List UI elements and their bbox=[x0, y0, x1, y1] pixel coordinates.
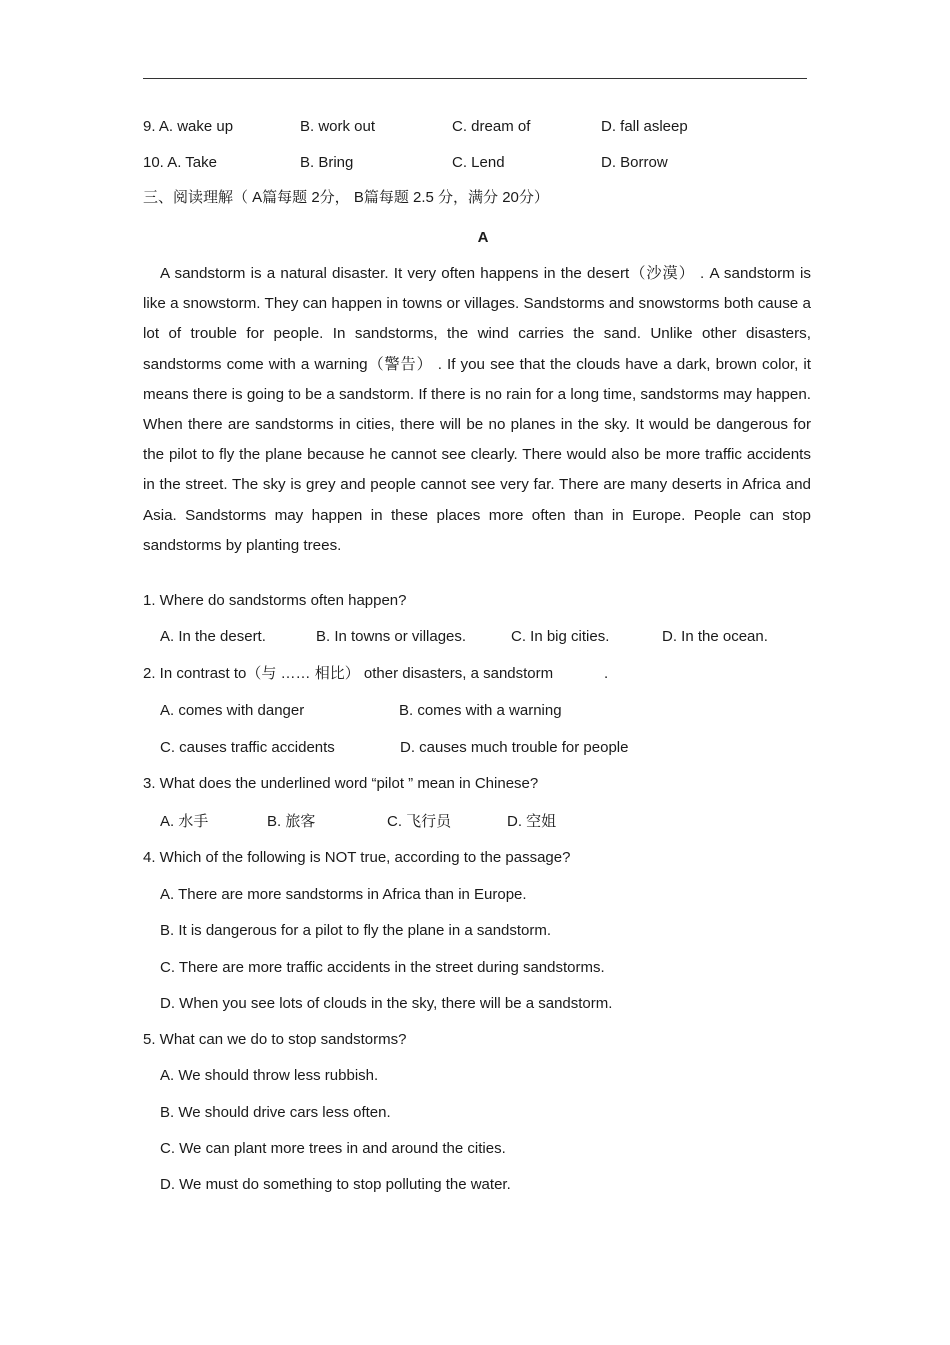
q4-option-d: D. When you see lots of clouds in the sky, there will be a sandstorm. bbox=[160, 995, 613, 1012]
q9-option-c: C. dream of bbox=[452, 118, 531, 135]
q9-option-b: B. work out bbox=[300, 118, 376, 135]
passage-text: A sandstorm is a natural disaster. It very often happens in the desert（沙漠） . A sandstorm is like a snowstorm. They can happen in towns or villages. Sandstorms and snowstorms both cause a lot of trouble for people. In sandstorms, the wind carries the sand. Unlike other disasters, sandstorms come with a warning（警告） . If you see that the clouds have a dark, brown color, it means there is going to be a sandstorm. If there is no rain for a long time, sandstorms may happen. When there are sandstorms in cities, there will be no planes in the sky. It would be dangerous for the pilot to fly the plane because he cannot see clearly. There would also be more traffic accidents in the street. The sky is grey and people cannot see very far. There are many deserts in Africa and Asia. Sandstorms may happen in these places more often than in Europe. People can stop sandstorms by planting trees. bbox=[143, 265, 811, 554]
q9-option-a: 9. A. wake up bbox=[143, 118, 234, 135]
q5-option-c: C. We can plant more trees in and around the cities. bbox=[160, 1140, 506, 1157]
q3-option-a: A. 水手 bbox=[160, 813, 209, 830]
q4-stem: 4. Which of the following is NOT true, according to the passage? bbox=[143, 849, 571, 866]
q10-option-c: C. Lend bbox=[452, 154, 505, 171]
q1-option-a: A. In the desert. bbox=[160, 628, 266, 645]
q10-option-d: D. Borrow bbox=[601, 154, 668, 171]
q3-option-d: D. 空姐 bbox=[507, 813, 557, 830]
q4-option-b: B. It is dangerous for a pilot to fly the plane in a sandstorm. bbox=[160, 922, 552, 939]
q2-stem: 2. In contrast to（与 …… 相比） other disasters, a sandstorm bbox=[143, 665, 554, 682]
q10-option-b: B. Bring bbox=[300, 154, 354, 171]
q2-stem-end: . bbox=[604, 665, 609, 682]
q2-option-b: B. comes with a warning bbox=[399, 702, 562, 719]
q1-option-d: D. In the ocean. bbox=[662, 628, 768, 645]
q10-option-a: 10. A. Take bbox=[143, 154, 217, 171]
q1-stem: 1. Where do sandstorms often happen? bbox=[143, 592, 407, 609]
q3-stem: 3. What does the underlined word “pilot ” mean in Chinese? bbox=[143, 775, 539, 792]
q4-option-c: C. There are more traffic accidents in the street during sandstorms. bbox=[160, 959, 605, 976]
passage-title: A bbox=[477, 229, 489, 246]
q5-option-b: B. We should drive cars less often. bbox=[160, 1104, 391, 1121]
q5-stem: 5. What can we do to stop sandstorms? bbox=[143, 1031, 407, 1048]
q1-option-b: B. In towns or villages. bbox=[316, 628, 467, 645]
section-heading: 三、阅读理解（ A篇每题 2分， B篇每题 2.5 分，满分 20分） bbox=[143, 189, 549, 206]
passage-body bbox=[143, 259, 811, 561]
q4-option-a: A. There are more sandstorms in Africa than in Europe. bbox=[160, 886, 527, 903]
q2-option-a: A. comes with danger bbox=[160, 702, 305, 719]
q3-option-b: B. 旅客 bbox=[267, 813, 316, 830]
header-rule bbox=[143, 78, 807, 79]
q3-option-c: C. 飞行员 bbox=[387, 813, 452, 830]
q5-option-d: D. We must do something to stop polluting the water. bbox=[160, 1176, 511, 1193]
q2-option-d: D. causes much trouble for people bbox=[400, 739, 629, 756]
q5-option-a: A. We should throw less rubbish. bbox=[160, 1067, 379, 1084]
q1-option-c: C. In big cities. bbox=[511, 628, 610, 645]
q9-option-d: D. fall asleep bbox=[601, 118, 688, 135]
q2-option-c: C. causes traffic accidents bbox=[160, 739, 335, 756]
